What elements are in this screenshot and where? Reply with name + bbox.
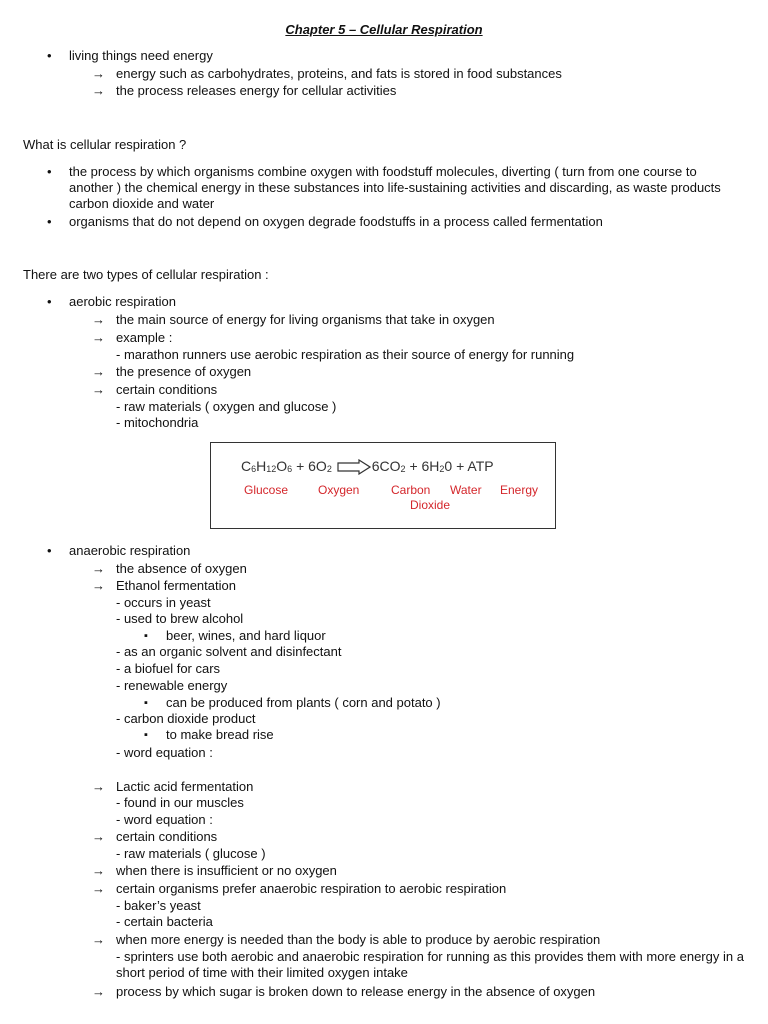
anaerobic-point-1: → the absence of oxygen <box>116 561 247 577</box>
page-title: Chapter 5 – Cellular Respiration <box>285 22 483 37</box>
anaerobic-bullet: • anaerobic respiration <box>69 543 190 559</box>
aerobic-point-1: → the main source of energy for living organisms that take in oxygen <box>116 312 495 328</box>
label-oxygen: Oxygen <box>318 483 360 497</box>
ethanol-sub-1: - occurs in yeast <box>116 595 211 610</box>
anaerobic-point-5: → when there is insufficient or no oxygen <box>116 863 337 879</box>
aerobic-point-4: → certain conditions <box>116 382 217 398</box>
anaerobic-point-7: → when more energy is needed than the body is able to produce by aerobic respiration <box>116 932 600 948</box>
aerobic-condition-2: - mitochondria <box>116 415 199 430</box>
intro-arrow-1: → energy such as carbohydrates, proteins, and fats is stored in food substances <box>116 66 562 82</box>
ethanol-sub-5-item: ▪ can be produced from plants ( corn and potato ) <box>166 695 441 711</box>
ethanol-sub-4: - a biofuel for cars <box>116 661 221 676</box>
label-dioxide: Dioxide <box>410 498 451 512</box>
label-carbon: Carbon <box>391 483 431 497</box>
anaerobic-point-6: → certain organisms prefer anaerobic respiration to aerobic respiration <box>116 881 506 897</box>
ethanol-sub-6: - carbon dioxide product <box>116 711 256 726</box>
ethanol-sub-7: - word equation : <box>116 745 213 760</box>
label-energy: Energy <box>500 483 539 497</box>
lactic-sub-1: - found in our muscles <box>116 795 244 810</box>
ethanol-sub-6-item: ▪ to make bread rise <box>166 727 274 743</box>
reaction-arrow-icon <box>337 459 371 475</box>
chemical-equation: $C_6H_{12}O_6 + 6O_2$ $6CO_2 + 6H_20$ + ATP <box>241 458 494 474</box>
anaerobic-conditions-sub: - raw materials ( glucose ) <box>116 846 266 861</box>
aerobic-condition-1: - raw materials ( oxygen and glucose ) <box>116 399 337 414</box>
lactic-fermentation: → Lactic acid fermentation <box>116 779 253 795</box>
ethanol-fermentation: → Ethanol fermentation <box>116 578 236 594</box>
definition-bullet: • the process by which organisms combine oxygen with foodstuff molecules, diverting ( turn from one course to another ) the chemical energy in these substances into life-sustaining activities and discarding, as waste products carbon dioxide and water <box>69 164 744 212</box>
sprinters-note: - sprinters use both aerobic and anaerobic respiration for running as this provides them with more energy in a short period of time with their limited oxygen intake <box>116 949 744 980</box>
equation-box <box>210 442 556 529</box>
anaerobic-point-8: → process by which sugar is broken down to release energy in the absence of oxygen <box>116 984 595 1000</box>
aerobic-point-2: → example : <box>116 330 172 346</box>
anaerobic-conditions: → certain conditions <box>116 829 217 845</box>
question-heading: What is cellular respiration ? <box>23 137 187 152</box>
label-water: Water <box>450 483 482 497</box>
types-heading: There are two types of cellular respiration : <box>23 267 269 282</box>
intro-arrow-2: → the process releases energy for cellular activities <box>116 83 396 99</box>
ethanol-sub-2-item: ▪ beer, wines, and hard liquor <box>166 628 326 644</box>
aerobic-point-3: → the presence of oxygen <box>116 364 251 380</box>
organism-1: - baker’s yeast <box>116 898 201 913</box>
ethanol-sub-5: - renewable energy <box>116 678 228 693</box>
ethanol-sub-3: - as an organic solvent and disinfectant <box>116 644 342 659</box>
ethanol-sub-2: - used to brew alcohol <box>116 611 244 626</box>
lactic-sub-2: - word equation : <box>116 812 213 827</box>
organism-2: - certain bacteria <box>116 914 213 929</box>
fermentation-bullet: • organisms that do not depend on oxygen degrade foodstuffs in a process called fermentation <box>69 214 603 230</box>
aerobic-bullet: • aerobic respiration <box>69 294 176 310</box>
intro-bullet: • living things need energy <box>69 48 213 64</box>
label-glucose: Glucose <box>244 483 289 497</box>
aerobic-example: - marathon runners use aerobic respiration as their source of energy for running <box>116 347 575 362</box>
